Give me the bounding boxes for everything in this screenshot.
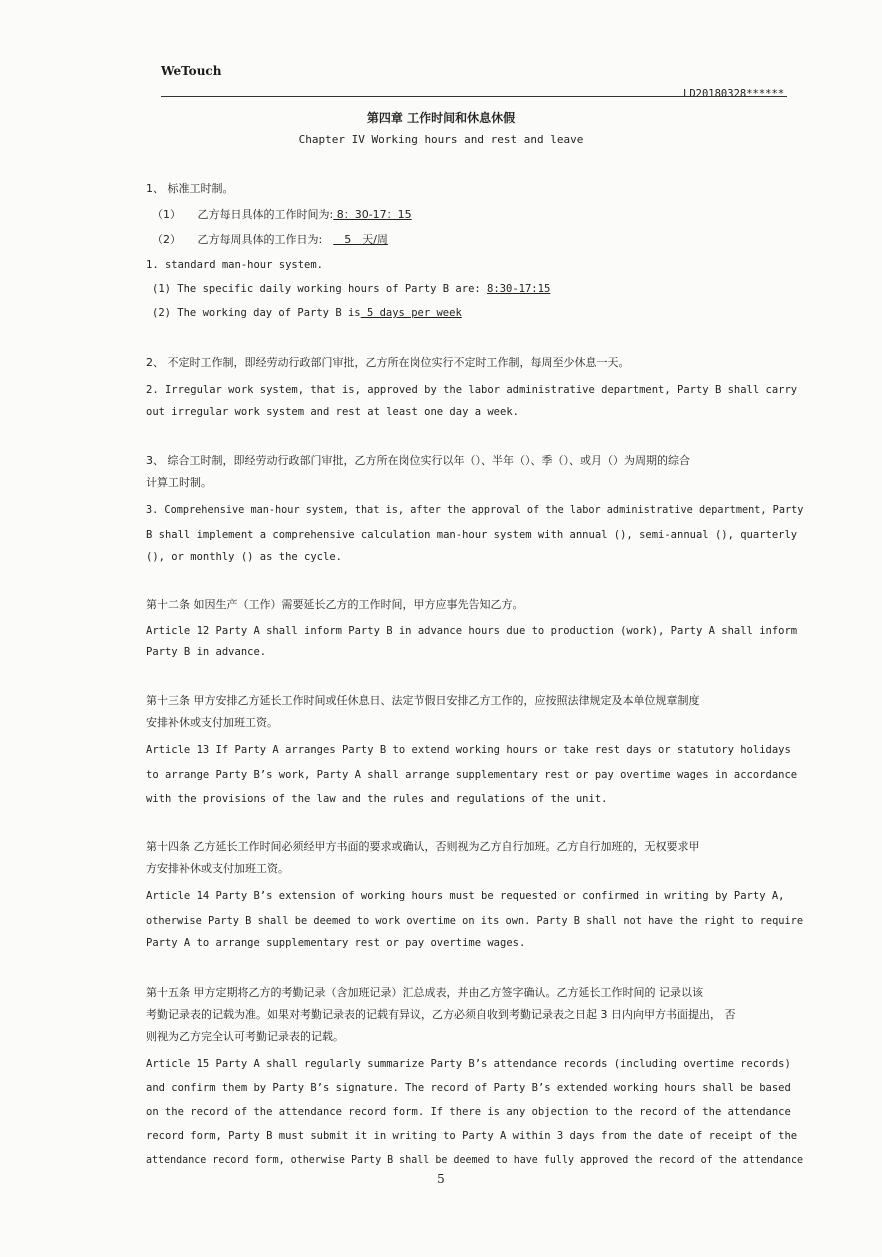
section3-en-line2: B shall implement a comprehensive calculation man-hour system with annual (), semi-annual (), quarterly [146, 529, 798, 541]
article15-en-line2: and confirm them by Party B’s signature. The record of Party B’s extended working hours shall be based [146, 1082, 791, 1094]
article13-en-line1: Article 13 If Party A arranges Party B to extend working hours or take rest days or statutory holidays [146, 744, 791, 756]
label: （1） 乙方每日具体的工作时间为: [152, 208, 334, 221]
section2-cn: 2、 不定时工作制，即经劳动行政部门审批，乙方所在岗位实行不定时工作制，每周至少休息一天。 [146, 356, 630, 369]
article15-cn-line3: 则视为乙方完全认可考勤记录表的记载。 [146, 1030, 344, 1043]
article14-cn-line2: 方安排补休或支付加班工资。 [146, 862, 289, 875]
section2-en-line2: out irregular work system and rest at least one day a week. [146, 406, 519, 418]
working-days-value: 5 天/周 [333, 233, 388, 246]
section3-en-line3: (), or monthly () as the cycle. [146, 551, 342, 563]
article12-en-line2: Party B in advance. [146, 646, 267, 658]
article13-cn-line2: 安排补休或支付加班工资。 [146, 716, 278, 729]
section1-item2-en [152, 306, 462, 320]
section3-cn-line1: 3、 综合工时制，即经劳动行政部门审批，乙方所在岗位实行以年（）、半年（）、季（）、或月（）为周期的综合 [146, 454, 690, 467]
article15-en-line4: record form, Party B must submit it in writing to Party A within 3 days from the date of receipt of the [146, 1130, 798, 1142]
article14-en-line2: otherwise Party B shall be deemed to work overtime on its own. Party B shall not have the right to require [146, 915, 804, 927]
working-hours-value: 8：30-17：15 [333, 208, 412, 221]
article13-en-line3: with the provisions of the law and the rules and regulations of the unit. [146, 793, 608, 805]
working-days-value-en: 5 days per week [360, 307, 462, 319]
page-number: 5 [437, 1172, 445, 1186]
article12-en-line1: Article 12 Party A shall inform Party B in advance hours due to production (work), Party A shall inform [146, 625, 798, 637]
section2-en-line1: 2. Irregular work system, that is, approved by the labor administrative department, Party B shall carry [146, 384, 798, 396]
article13-cn-line1: 第十三条 甲方安排乙方延长工作时间或任休息日、法定节假日安排乙方工作的，应按照法律规定及本单位规章制度 [146, 694, 700, 707]
label: (1) The specific daily working hours of Party B are: [152, 283, 488, 295]
header-rule [161, 96, 787, 97]
article14-cn-line1: 第十四条 乙方延长工作时间必须经甲方书面的要求或确认，否则视为乙方自行加班。乙方自行加班的，无权要求甲 [146, 840, 700, 853]
article15-cn-line2: 考勤记录表的记载为准。如果对考勤记录表的记载有异议，乙方必须自收到考勤记录表之日起 3 日内向甲方书面提出， 否 [146, 1008, 736, 1021]
document-number: LD20180328****** [683, 88, 785, 100]
section1-heading-cn: 1、 标准工时制。 [146, 182, 234, 195]
section1-item1-en [152, 282, 550, 296]
article14-en-line3: Party A to arrange supplementary rest or pay overtime wages. [146, 937, 526, 949]
article14-en-line1: Article 14 Party B’s extension of working hours must be requested or confirmed in writing by Party A, [146, 890, 785, 902]
article15-en-line1: Article 15 Party A shall regularly summarize Party B’s attendance records (including overtime records) [146, 1058, 791, 1070]
section1-item1-cn [152, 208, 412, 222]
article15-en-line3: on the record of the attendance record form. If there is any objection to the record of the attendance [146, 1106, 791, 1118]
brand-name: WeTouch [161, 64, 222, 78]
article13-en-line2: to arrange Party B’s work, Party A shall arrange supplementary rest or pay overtime wages in accordance [146, 769, 798, 781]
label: (2) The working day of Party B is [152, 307, 361, 319]
chapter-title-cn: 第四章 工作时间和休息休假 [366, 111, 516, 125]
section3-en-line1: 3. Comprehensive man-hour system, that is, after the approval of the labor administrative department, Party [146, 504, 804, 516]
section1-heading-en: 1. standard man-hour system. [146, 259, 324, 271]
article15-cn-line1: 第十五条 甲方定期将乙方的考勤记录（含加班记录）汇总成表，并由乙方签字确认。乙方延长工作时间的 记录以该 [146, 986, 703, 999]
article12-cn: 第十二条 如因生产（工作）需要延长乙方的工作时间，甲方应事先告知乙方。 [146, 598, 524, 611]
article15-en-line5: attendance record form, otherwise Party B shall be deemed to have fully approved the record of the attendance [146, 1154, 804, 1166]
chapter-title-en: Chapter IV Working hours and rest and leave [298, 133, 584, 146]
working-hours-value-en: 8:30-17:15 [487, 283, 551, 295]
section1-item2-cn [152, 233, 388, 247]
label: （2） 乙方每周具体的工作日为: [152, 233, 334, 246]
section3-cn-line2: 计算工时制。 [146, 476, 212, 489]
